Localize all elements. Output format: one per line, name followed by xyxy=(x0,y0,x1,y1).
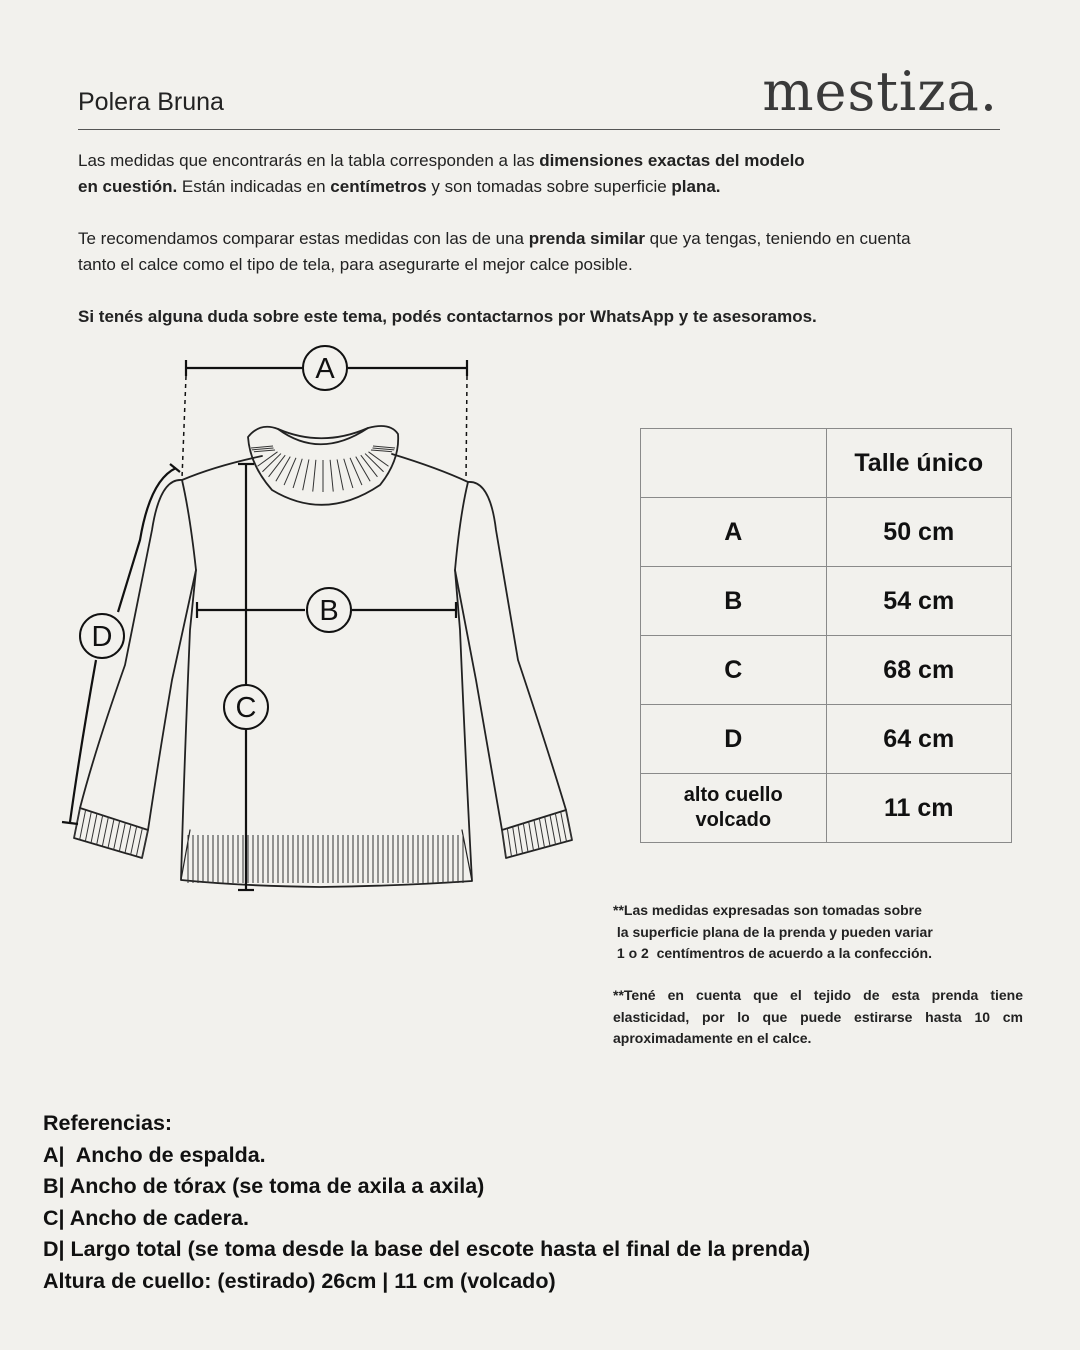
row-label: C xyxy=(641,636,827,705)
rib-line xyxy=(131,826,137,854)
rib-line xyxy=(284,458,296,485)
text-run: y son tomadas sobre superficie xyxy=(426,177,672,196)
intro-paragraph-1 xyxy=(78,148,1038,200)
reference-item-a: A| Ancho de espalda. xyxy=(43,1142,266,1167)
rib-line xyxy=(97,815,103,844)
row-value: 11 cm xyxy=(826,774,1012,843)
note-elasticity: **Tené en cuenta que el tejido de esta prenda tiene elasticidad, por lo que puede estirarse hasta 10 cm aproximadamente en el calce. xyxy=(613,987,1023,1046)
reference-item-c: C| Ancho de cadera. xyxy=(43,1205,249,1230)
text-run: plana. xyxy=(671,177,721,196)
rib-line xyxy=(545,817,550,846)
text-run: Las medidas que encontrarás en la tabla corresponden a las xyxy=(78,151,540,170)
rib-line xyxy=(85,812,91,842)
rib-line xyxy=(114,821,120,850)
rib-line xyxy=(566,810,572,840)
rib-line xyxy=(125,825,131,854)
table-header-size: Talle único xyxy=(826,429,1012,498)
references-list xyxy=(43,1108,810,1297)
table-row xyxy=(641,498,1012,567)
rib-line xyxy=(523,823,528,852)
contact-paragraph: Si tenés alguna duda sobre este tema, podés contactarnos por WhatsApp y te asesoramos. xyxy=(78,307,817,326)
rib-line xyxy=(80,810,86,840)
header-divider xyxy=(78,129,1000,130)
rib-line xyxy=(276,457,290,482)
reference-item-d: D| Largo total (se toma desde la base del escote hasta el final de la prenda) xyxy=(43,1237,811,1261)
text-run: que ya tengas, teniendo en cuenta xyxy=(644,229,911,248)
note-measurement: **Las medidas expresadas son tomadas sobre la superficie plana de la prenda y pueden variar 1 o 2 centímentros de acuerdo a la confección. xyxy=(613,902,933,961)
text-run: Están indicadas en xyxy=(177,177,331,196)
rib-line xyxy=(269,455,286,477)
rib-line xyxy=(550,815,556,845)
rib-line xyxy=(561,812,567,842)
table-row xyxy=(641,567,1012,636)
text-run: tanto el calce como el tipo de tela, para asegurarte el mejor calce posible. xyxy=(78,255,633,274)
reference-item-b: B| Ancho de tórax (se toma de axila a axila) xyxy=(43,1174,485,1198)
rib-line xyxy=(313,460,316,492)
rib-line xyxy=(91,814,97,844)
rib-line xyxy=(344,459,353,488)
table-row xyxy=(641,636,1012,705)
body-outline xyxy=(181,480,472,887)
rib-line xyxy=(361,455,378,477)
intro-paragraph-2 xyxy=(78,226,1038,278)
right-sleeve xyxy=(455,482,566,830)
rib-line xyxy=(368,452,388,466)
rib-line xyxy=(136,828,142,856)
rib-line xyxy=(372,448,394,450)
row-label: A xyxy=(641,498,827,567)
label-b: B xyxy=(319,595,339,627)
table-row xyxy=(641,705,1012,774)
text-run: centímetros xyxy=(330,177,427,196)
rib-line xyxy=(337,459,343,490)
rib-line xyxy=(102,817,108,846)
rib-line xyxy=(293,459,302,488)
collar-label: alto cuello volcado xyxy=(683,784,783,831)
rib-line xyxy=(252,448,274,450)
row-value: 68 cm xyxy=(826,636,1012,705)
row-label: B xyxy=(641,567,827,636)
rib-line xyxy=(303,459,309,490)
rib-line xyxy=(108,819,114,848)
table-row xyxy=(641,774,1012,843)
rib-line xyxy=(330,460,333,492)
rib-line xyxy=(513,827,517,855)
text-run: dimensiones exactas del modelo xyxy=(539,151,805,170)
label-a: A xyxy=(315,353,335,385)
ribbing-lines xyxy=(74,446,572,883)
rib-line xyxy=(529,822,534,851)
size-table xyxy=(640,428,1012,843)
rib-line xyxy=(502,830,506,858)
row-value: 54 cm xyxy=(826,567,1012,636)
rib-line xyxy=(373,446,395,448)
rib-line xyxy=(258,452,278,466)
page-title: Polera Bruna xyxy=(78,88,224,116)
label-c: C xyxy=(235,692,257,724)
text-run: prenda similar xyxy=(528,229,645,248)
rib-line xyxy=(371,450,392,452)
label-d: D xyxy=(91,621,113,653)
text-run: en cuestión. xyxy=(78,177,178,196)
rib-line xyxy=(254,450,275,452)
rib-line xyxy=(356,457,370,482)
rib-line xyxy=(539,818,544,847)
rib-line xyxy=(119,823,125,852)
text-run: Te recomendamos comparar estas medidas con las de una xyxy=(78,229,529,248)
rib-line xyxy=(142,830,148,858)
rib-line xyxy=(251,446,273,448)
references-title: Referencias: xyxy=(43,1111,173,1135)
row-value: 50 cm xyxy=(826,498,1012,567)
rib-line xyxy=(507,828,511,856)
row-value: 64 cm xyxy=(826,705,1012,774)
row-label: D xyxy=(641,705,827,774)
rib-line xyxy=(534,820,539,849)
table-header-row xyxy=(641,429,1012,498)
table-header-empty xyxy=(641,429,827,498)
rib-line xyxy=(350,458,362,485)
reference-item-collar: Altura de cuello: (estirado) 26cm | 11 cm (volcado) xyxy=(43,1268,556,1293)
rib-line xyxy=(555,813,561,843)
sweater-diagram xyxy=(0,330,600,910)
rib-line xyxy=(518,825,523,854)
brand-logo: mestiza. xyxy=(762,60,998,123)
row-label xyxy=(641,774,827,843)
